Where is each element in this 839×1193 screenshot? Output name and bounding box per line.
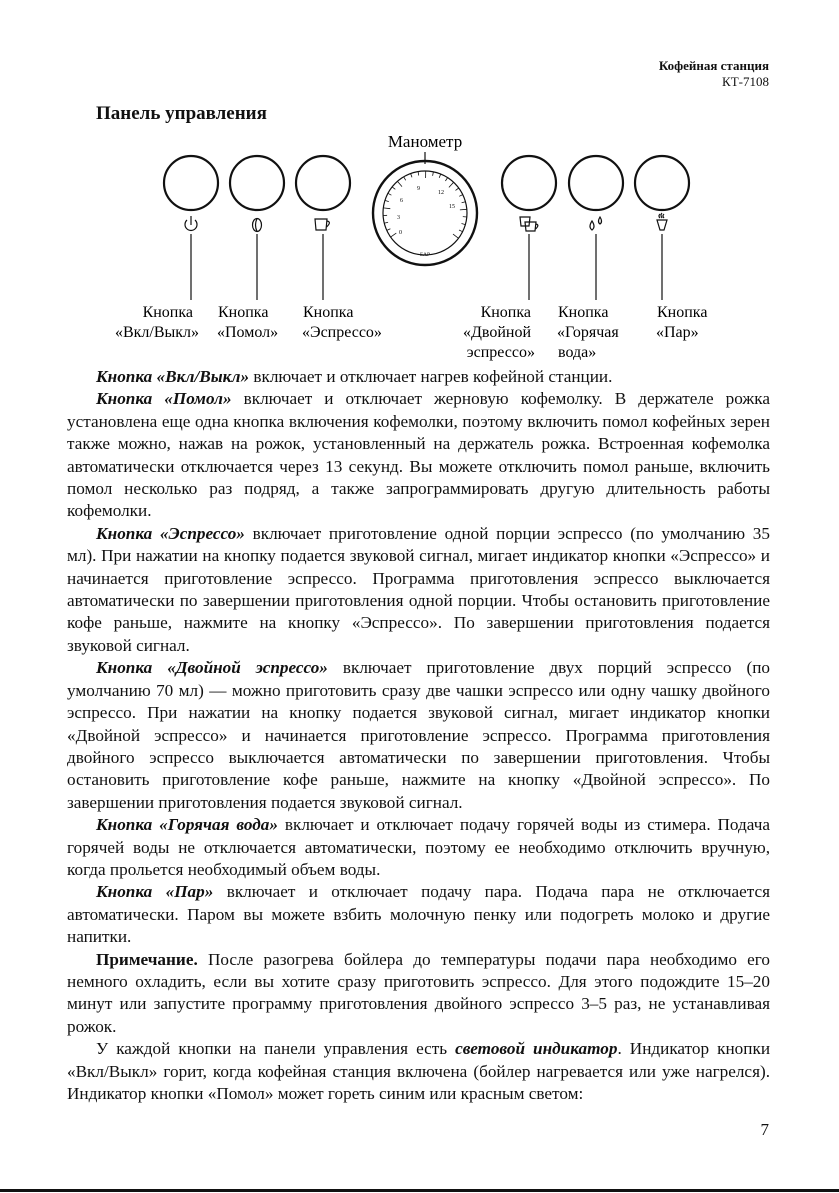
paragraph-grind — [67, 388, 770, 522]
paragraph-hot-water — [67, 814, 770, 881]
gauge-tick — [462, 224, 466, 225]
note-text: После разогрева бойлера до температуры подачи пара необходимо его немного охладить, если вы хотите сразу приготовить эспрессо. Для этого подождите 15–20 минут или запустите программу приготовления двойного эспрессо 3–5 раз, не устанавливая рожок. — [67, 949, 770, 1036]
caption-power-line2: «Вкл/Выкл» — [114, 324, 199, 341]
caption-double-espresso — [463, 304, 535, 361]
text-grind: включает и отключает жерновую кофемолку. В держателе рожка установлена еще одна кнопка включения кофемолки, поэтому включить помол кофейных зерен также можно, нажав на рожок, установленный на держатель рожка. Встроенная кофемолка автоматически отключается через 13 секунд. Вы можете отключить помол раньше, включить помол несколько раз подряд, а также запрограммировать другую длительность работы кофемолки. — [67, 389, 770, 521]
power-icon — [185, 216, 197, 230]
gauge-tick — [453, 234, 459, 238]
hot-water-button-circle — [569, 156, 623, 210]
gauge-scale-0: 0 — [399, 230, 402, 236]
steam-button-circle — [635, 156, 689, 210]
indicator-text-after: . Индикатор кнопки «Вкл/Выкл» горит, когда кофейная станция включена (бойлер нагревается или уже нагрелся). Индикатор кнопки «Помол» может гореть синим или красным светом: — [67, 1039, 771, 1103]
text-double-espresso: включает приготовление двух порций эспрессо (по умолчанию 70 мл) — можно приготовить сразу две чашки эспрессо или одну чашку двойного эспрессо. При нажатии на кнопку подается звуковой сигнал, мигает индикатор кнопки «Двойной эспрессо» и начинается приготовление эспрессо. Программа приготовления двойного эспрессо выключается автоматически по завершении приготовления. Чтобы остановить приготовление кофе раньше, нажмите на кнопку «Двойной эспрессо». По завершении приготовления подается звуковой сигнал. — [67, 658, 770, 812]
caption-espresso — [302, 304, 382, 341]
gauge-tick — [385, 200, 389, 201]
gauge-tick — [384, 222, 388, 223]
gauge-tick — [449, 182, 454, 187]
caption-grind-line1: Кнопка — [218, 304, 269, 321]
caption-grind-line2: «Помол» — [217, 324, 279, 341]
water-drops-icon — [590, 217, 602, 230]
term-double-espresso: Кнопка «Двойной эспрессо» — [96, 658, 328, 678]
bottom-rule — [0, 1189, 839, 1192]
gauge-tick — [411, 174, 412, 178]
page-header — [659, 58, 769, 90]
power-button-circle — [164, 156, 218, 210]
paragraph-note — [67, 949, 770, 1039]
paragraph-indicator — [67, 1038, 770, 1105]
caption-double-espresso-line1: Кнопка — [480, 304, 531, 321]
paragraph-espresso — [67, 523, 770, 657]
product-name: Кофейная станция — [658, 58, 769, 73]
term-indicator: световой индикатор — [455, 1039, 618, 1059]
gauge-unit: БАР — [419, 252, 431, 258]
caption-hot-water-line1: Кнопка — [558, 304, 609, 321]
caption-power — [115, 304, 199, 341]
gauge-tick — [456, 188, 459, 190]
caption-grind — [217, 304, 278, 341]
caption-espresso-line2: «Эспрессо» — [302, 324, 382, 341]
caption-espresso-line1: Кнопка — [303, 304, 354, 321]
note-label: Примечание. — [96, 949, 198, 969]
double-espresso-button-circle — [502, 156, 556, 210]
gauge-tick — [391, 233, 397, 237]
gauge-label: Манометр — [387, 132, 463, 151]
term-power: Кнопка «Вкл/Выкл» — [96, 367, 250, 386]
leader-lines — [191, 234, 662, 300]
text-hot-water: включает и отключает подачу горячей воды из стимера. Подача горячей воды не отключается автоматически, поэтому ее необходимо отключить вручную, когда прольется необходимый объем воды. — [67, 815, 770, 879]
double-cup-icon — [520, 217, 538, 231]
gauge-scale-12: 12 — [438, 190, 444, 196]
page-number: 7 — [760, 1120, 769, 1139]
coffee-bean-icon — [253, 219, 262, 232]
gauge-tick — [459, 195, 463, 197]
section-title: Панель управления — [96, 103, 267, 124]
caption-steam — [656, 304, 711, 341]
gauge-tick — [383, 208, 390, 209]
gauge-tick — [433, 172, 434, 176]
term-hot-water: Кнопка «Горячая вода» — [96, 815, 278, 835]
term-grind: Кнопка «Помол» — [96, 389, 232, 409]
caption-hot-water-line2: «Горячая — [557, 324, 619, 341]
gauge-tick — [462, 202, 466, 203]
caption-double-espresso-line2: «Двойной — [462, 324, 531, 341]
gauge-tick — [460, 209, 467, 210]
gauge-tick — [439, 174, 441, 178]
indicator-text-before: У каждой кнопки на панели управления есть — [96, 1039, 456, 1059]
term-steam: Кнопка «Пар» — [96, 882, 214, 902]
gauge-tick — [418, 172, 419, 176]
gauge-tick — [459, 230, 463, 232]
gauge-tick — [388, 193, 392, 195]
caption-hot-water — [557, 304, 623, 361]
caption-double-espresso-line3: эспрессо» — [466, 344, 535, 361]
caption-power-line1: Кнопка — [142, 304, 193, 321]
caption-steam-line1: Кнопка — [657, 304, 708, 321]
control-panel-diagram — [0, 130, 839, 365]
gauge-tick — [397, 181, 402, 186]
gauge-scale-6: 6 — [400, 198, 403, 204]
paragraph-steam — [67, 881, 770, 948]
grind-button-circle — [230, 156, 284, 210]
body-text — [67, 366, 770, 1105]
term-espresso: Кнопка «Эспрессо» — [96, 523, 245, 543]
gauge-scale-15: 15 — [449, 204, 455, 210]
paragraph-power — [67, 366, 770, 388]
model-number: КТ-7108 — [722, 74, 769, 89]
text-power: включает и отключает нагрев кофейной станции. — [249, 367, 613, 386]
gauge-tick — [404, 177, 406, 181]
gauge-tick — [387, 229, 391, 231]
gauge-scale-9: 9 — [417, 186, 420, 192]
espresso-button-circle — [296, 156, 350, 210]
gauge-tick — [445, 178, 447, 181]
cup-icon — [315, 219, 329, 230]
pressure-gauge — [373, 161, 477, 265]
caption-steam-line2: «Пар» — [656, 324, 699, 341]
gauge-tick — [392, 187, 395, 189]
paragraph-double-espresso — [67, 657, 770, 814]
text-steam: включает и отключает подачу пара. Подача пара не отключается автоматически. Паром вы можете взбить молочную пенку или подогреть молоко и другие напитки. — [67, 882, 770, 947]
gauge-scale-3: 3 — [397, 215, 400, 221]
text-espresso: включает приготовление одной порции эспрессо (по умолчанию 35 мл). При нажатии на кнопку подается звуковой сигнал, мигает индикатор кнопки «Эспрессо» и начинается приготовление эспрессо. Программа приготовления эспрессо выключается автоматически по завершении приготовления одной порции. Чтобы остановить приготовление кофе раньше, нажмите на кнопку «Эспрессо». По завершении приготовления подается звуковой сигнал. — [67, 523, 770, 655]
caption-hot-water-line3: вода» — [558, 344, 597, 361]
steam-icon — [657, 213, 667, 230]
